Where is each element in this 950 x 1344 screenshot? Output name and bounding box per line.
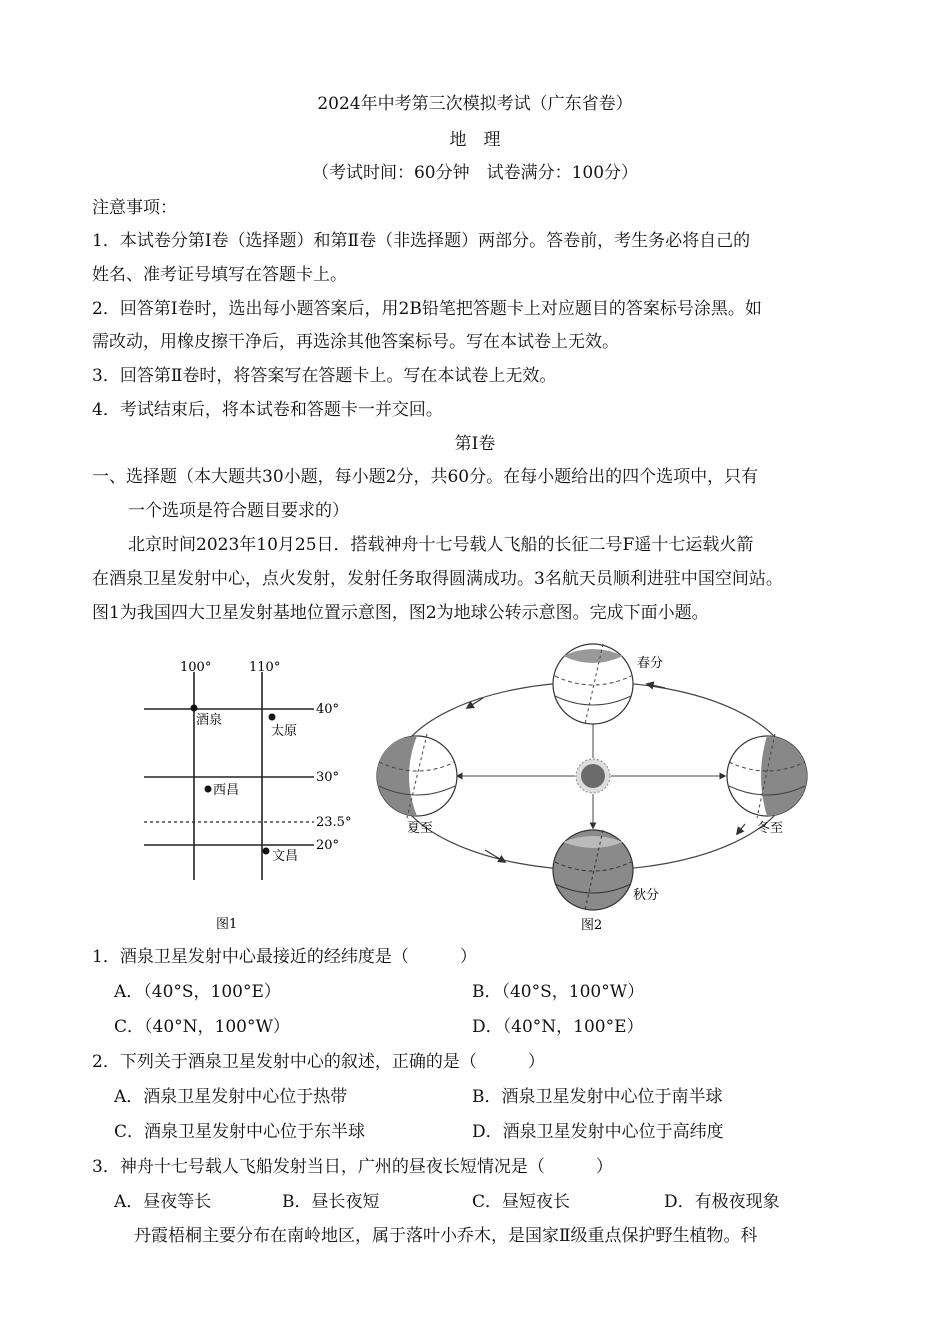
site-dot-jiuquan xyxy=(191,705,198,712)
q2-option-c[interactable]: C．酒泉卫星发射中心位于东半球 xyxy=(114,1122,366,1142)
note-line: 3．回答第Ⅱ卷时，将答案写在答题卡上。写在本试卷上无效。 xyxy=(92,366,557,386)
q3-option-d[interactable]: D．有极夜现象 xyxy=(664,1192,780,1212)
site-label-xichang: 西昌 xyxy=(213,783,240,798)
site-label-taiyuan: 太原 xyxy=(271,724,298,739)
lat-label: 23.5° xyxy=(316,815,352,830)
subject-title: 地 理 xyxy=(449,130,501,150)
earth-spring-equinox xyxy=(553,644,633,724)
earth-summer-solstice xyxy=(377,734,457,818)
figure-2-orbit xyxy=(365,636,845,941)
site-dot-taiyuan xyxy=(269,714,276,721)
q1-option-b[interactable]: B．（40°S，100°W） xyxy=(472,982,645,1002)
orbit-arrow xyxy=(737,824,745,834)
passage-line: 北京时间2023年10月25日．搭载神舟十七号载人飞船的长征二号F遥十七运载火箭 xyxy=(128,535,754,555)
passage-line: 图1为我国四大卫星发射基地位置示意图，图2为地球公转示意图。完成下面小题。 xyxy=(92,603,709,623)
q2-option-b[interactable]: B．酒泉卫星发射中心位于南半球 xyxy=(472,1087,723,1107)
lat-label: 30° xyxy=(316,770,340,785)
q3-option-b[interactable]: B．昼长夜短 xyxy=(282,1192,380,1212)
exam-info: （考试时间：60分钟 试卷满分：100分） xyxy=(311,163,639,183)
lon-label: 100° xyxy=(180,660,212,675)
question-1-stem: 1．酒泉卫星发射中心最接近的经纬度是（ ） xyxy=(92,947,477,967)
note-line: 2．回答第Ⅰ卷时，选出每小题答案后，用2B铅笔把答题卡上对应题目的答案标号涂黑。如 xyxy=(92,299,762,319)
site-label-wenchang: 文昌 xyxy=(272,849,299,864)
lat-label: 20° xyxy=(316,838,340,853)
lon-label: 110° xyxy=(249,660,281,675)
note-line: 姓名、准考证号填写在答题卡上。 xyxy=(92,265,347,285)
q3-option-c[interactable]: C．昼短夜长 xyxy=(472,1192,571,1212)
note-line: 4．考试结束后，将本试卷和答题卡一并交回。 xyxy=(92,400,443,420)
exam-title: 2024年中考第三次模拟考试（广东省卷） xyxy=(317,94,633,114)
figure-2-caption: 图2 xyxy=(581,918,603,933)
season-label-spring: 春分 xyxy=(637,656,664,671)
q1-option-a[interactable]: A．（40°S，100°E） xyxy=(114,982,281,1002)
part-heading: 一、选择题（本大题共30小题，每小题2分，共60分。在每小题给出的四个选项中，只有 xyxy=(92,467,759,487)
passage-line: 在酒泉卫星发射中心，点火发射，发射任务取得圆满成功。3名航天员顺利进驻中国空间站。 xyxy=(92,569,783,589)
season-label-autumn: 秋分 xyxy=(633,888,660,903)
q1-option-c[interactable]: C．（40°N，100°W） xyxy=(114,1017,290,1037)
q2-option-d[interactable]: D．酒泉卫星发射中心位于高纬度 xyxy=(472,1122,724,1142)
site-dot-xichang xyxy=(205,786,212,793)
q2-option-a[interactable]: A．酒泉卫星发射中心位于热带 xyxy=(114,1087,348,1107)
notes-heading: 注意事项： xyxy=(92,198,177,218)
season-label-winter: 冬至 xyxy=(757,821,784,836)
figure-1-map xyxy=(130,650,360,940)
q3-option-a[interactable]: A．昼夜等长 xyxy=(114,1192,212,1212)
figure-1-caption: 图1 xyxy=(216,917,238,932)
earth-winter-solstice xyxy=(727,734,807,818)
sun-icon xyxy=(576,759,610,793)
note-line: 需改动，用橡皮擦干净后，再选涂其他答案标号。写在本试卷上无效。 xyxy=(92,332,619,352)
season-label-summer: 夏至 xyxy=(407,821,434,836)
site-label-jiuquan: 酒泉 xyxy=(196,713,223,728)
passage-2-line: 丹霞梧桐主要分布在南岭地区，属于落叶小乔木，是国家Ⅱ级重点保护野生植物。科 xyxy=(134,1226,758,1246)
site-dot-wenchang xyxy=(263,848,270,855)
question-3-stem: 3．神舟十七号载人飞船发射当日，广州的昼夜长短情况是（ ） xyxy=(92,1157,613,1177)
part-heading-cont: 一个选项是符合题目要求的） xyxy=(128,501,349,521)
lat-label: 40° xyxy=(316,702,340,717)
note-line: 1．本试卷分第Ⅰ卷（选择题）和第Ⅱ卷（非选择题）两部分。答卷前，考生务必将自己的 xyxy=(92,231,751,251)
earth-autumn-equinox xyxy=(553,830,633,910)
question-2-stem: 2．下列关于酒泉卫星发射中心的叙述，正确的是（ ） xyxy=(92,1052,545,1072)
q1-option-d[interactable]: D．（40°N，100°E） xyxy=(472,1017,644,1037)
section-title: 第Ⅰ卷 xyxy=(454,434,496,454)
